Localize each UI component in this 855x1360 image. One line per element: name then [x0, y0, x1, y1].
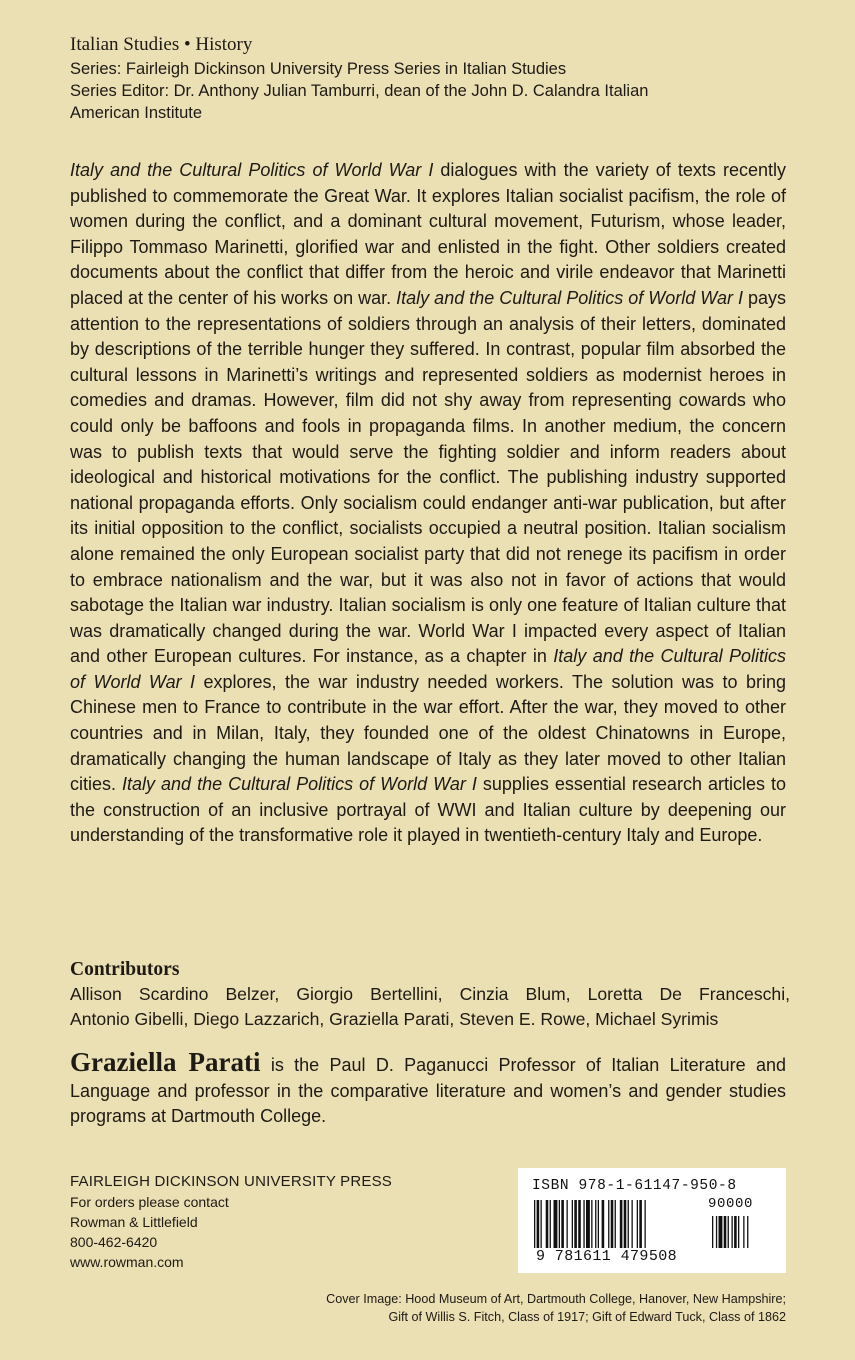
barcode-bar — [550, 1200, 551, 1248]
phone-number: 800-462-6420 — [70, 1234, 158, 1250]
editor-bio — [70, 1047, 786, 1130]
description-part-4: supplies essential research articles to the construction of an inclusive portrayal of WWI and Italian culture by deepening our understanding of the transformative role it played in twentieth-century Italy and Europe. — [70, 774, 786, 846]
barcode-addon-bar — [716, 1216, 717, 1248]
barcode-bar — [595, 1200, 596, 1248]
barcode-bar — [602, 1200, 605, 1248]
barcode-bar — [537, 1200, 540, 1248]
contributors-line: Allison Scardino Belzer, Giorgio Bertellini, Cinzia Blum, Loretta De Franceschi, — [70, 984, 790, 1004]
publisher-info — [70, 1172, 392, 1272]
barcode-bar — [586, 1200, 590, 1248]
barcode-bar — [554, 1200, 558, 1248]
header — [70, 34, 790, 124]
editor-bio-text: is the Paul D. Paganucci Professor of Italian Literature and Language and professor in the comparative literature and women’s and gender studies programs at Dartmouth College. — [70, 1055, 786, 1127]
barcode-bar — [574, 1200, 577, 1248]
book-title-ref: Italy and the Cultural Politics of World War I — [396, 287, 743, 308]
contributors-section — [70, 958, 790, 1032]
description-part-1: dialogues with the variety of texts recently published to commemorate the Great War. It explores Italian socialist pacifism, the role of women during the conflict, and a dominant cultural movement, Futurism, whose leader, Filippo Tommaso Marinetti, glorified war and enlisted in the fight. Other soldiers created documents about the conflict that differ from the heroic and virile endeavor that Marinetti placed at the center of his works on war. — [70, 160, 786, 308]
barcode-bar — [632, 1200, 633, 1248]
barcode-bar — [561, 1200, 564, 1248]
price-code: 90000 — [708, 1196, 754, 1212]
barcode-bar — [546, 1200, 549, 1248]
barcode-addon-bar — [734, 1216, 737, 1248]
barcode-addon-bar — [724, 1216, 727, 1248]
barcode-bar — [567, 1200, 568, 1248]
contributors-line: Antonio Gibelli, Diego Lazzarich, Graziella Parati, Steven E. Rowe, Michael Syrimis — [70, 1009, 719, 1029]
barcode-bar — [611, 1200, 614, 1248]
barcode-bar — [624, 1200, 627, 1248]
series-editor-line: Series Editor: Dr. Anthony Julian Tamburri, dean of the John D. Calandra Italian — [70, 82, 649, 100]
barcode-bar — [534, 1200, 535, 1248]
contributors-heading: Contributors — [70, 959, 180, 980]
cover-image-credit — [226, 1290, 786, 1326]
barcode-addon-bar — [743, 1216, 744, 1248]
barcode-bar — [559, 1200, 560, 1248]
barcode-addon-bar — [719, 1216, 723, 1248]
credit-line: Cover Image: Hood Museum of Art, Dartmouth College, Hanover, New Hampshire; — [326, 1292, 786, 1306]
barcode-bar — [598, 1200, 599, 1248]
publisher-name: FAIRLEIGH DICKINSON UNIVERSITY PRESS — [70, 1173, 392, 1190]
book-title-ref: Italy and the Cultural Politics of World War I — [70, 646, 786, 692]
barcode-addon-bar — [712, 1216, 713, 1248]
orders-note: For orders please contact — [70, 1194, 229, 1210]
barcode-bar — [591, 1200, 592, 1248]
barcode-bar — [615, 1200, 616, 1248]
credit-line: Gift of Willis S. Fitch, Class of 1917; Gift of Edward Tuck, Class of 1862 — [388, 1310, 786, 1324]
book-title-ref: Italy and the Cultural Politics of World War I — [122, 774, 477, 795]
editor-name: Graziella Parati — [70, 1047, 261, 1077]
barcode-bar — [628, 1200, 629, 1248]
barcode-addon-bar — [732, 1216, 733, 1248]
description-part-3: explores, the war industry needed workers. The solution was to bring Chinese men to France to contribute in the war effort. After the war, they moved to other countries and in Milan, Italy, they founded one of the oldest Chinatowns in Europe, dramatically changing the human landscape of Italy as they later moved to other Italian cities. — [70, 671, 786, 795]
barcode-addon-bar — [728, 1216, 729, 1248]
barcode-bar — [639, 1200, 642, 1248]
book-description — [70, 158, 786, 849]
series-line: Series: Fairleigh Dickinson University Press Series in Italian Studies — [70, 60, 567, 78]
distributor-name: Rowman & Littlefield — [70, 1214, 198, 1230]
barcode-bar — [645, 1200, 646, 1248]
barcode-digits: 9 781611 479508 — [536, 1248, 678, 1265]
barcode-bar — [637, 1200, 638, 1248]
barcode-bar — [572, 1200, 573, 1248]
barcode-bar — [541, 1200, 542, 1248]
barcode-bar — [608, 1200, 609, 1248]
isbn-barcode — [518, 1168, 786, 1273]
book-title-ref: Italy and the Cultural Politics of World War I — [70, 160, 434, 180]
barcode-addon-bar — [747, 1216, 748, 1248]
barcode-bar — [578, 1200, 581, 1248]
subject-category: Italian Studies • History — [70, 34, 253, 55]
isbn-text: ISBN 978-1-61147-950-8 — [532, 1178, 737, 1194]
description-part-2: pays attention to the representations of soldiers through an analysis of their letters, dominated by descriptions of the terrible hunger they suffered. In contrast, popular film absorbed the cultural lessons in Marinetti’s writings and represented soldiers as modernist heroes in comedies and dramas. However, film did not shy away from representing cowards who could only be baffoons and fools in propaganda films. In another medium, the concern was to publish texts that would serve the fighting soldier and inform readers about ideological and historical motivations for the conflict. The publishing industry supported national propaganda efforts. Only socialism could endanger anti-war publication, but after its initial opposition to the conflict, socialists occupied a neutral position. Italian socialism alone remained the only European socialist party that did not renege its pacifism in order to embrace nationalism and the war, but it was also not in favor of actions that would sabotage the Italian war industry. Italian socialism is only one feature of Italian culture that was dramatically changed during the war. World War I impacted every aspect of Italian and other European cultures. For instance, as a chapter in — [70, 287, 787, 667]
barcode-bar — [620, 1200, 623, 1248]
website: www.rowman.com — [70, 1254, 184, 1270]
barcode-addon-bar — [738, 1216, 739, 1248]
series-editor-affiliation: American Institute — [70, 104, 203, 122]
barcode-bar — [583, 1200, 584, 1248]
